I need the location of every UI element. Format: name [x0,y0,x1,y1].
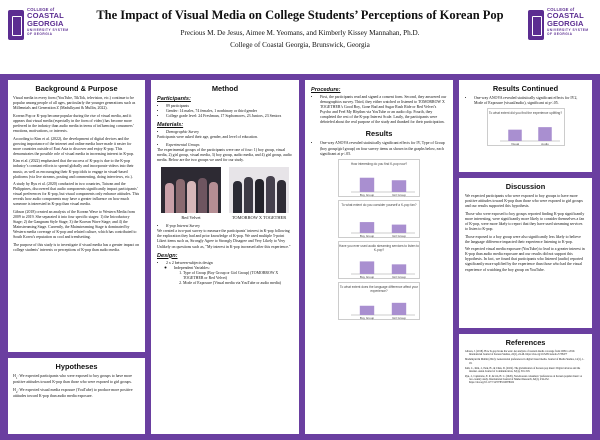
materials-heading: Materials: [157,122,184,129]
background-paragraph: The purpose of this study is to investigate if visual media has a greater impact on college students’ interests or perceptions of K-pop than audio media. [13,243,140,253]
poster-header [0,0,600,74]
procedure-results-panel [305,80,453,434]
background-paragraph: A study by Ryu et al. (2020) conducted in two countries, Taiwan and the Philippines, discovered that audio components significantly impact participants’ visual preferences for K-pop, but visual components only enhance attitudes. This reveals how audio components may have a greater influence on how much someone is interested in K-pop than visual media. [13,182,140,207]
discussion-paragraph: We expected visual media exposure (YouTube) to lead to a greater interest in K-pop than audio media exposure and our results did not support this hypothesis. In fact, we found that participants who listened (audio) reported significantly more uplifted by the experience than those who had the visual experience of watching the boy group on YouTube. [465,247,585,272]
results-continued-text: • One-way ANOVA revealed statistically significant effects for IV2, Mode of Exposure (visual/audio), significant at p<.05. [474,96,586,106]
college-seal-icon [528,10,544,40]
tick-label: Girl Group [392,274,406,279]
hypothesis-1: $H_1$: We expected participants who were exposed to boy groups to have more positive attitudes toward K-pop than those who were exposed to girl groups. [13,374,133,384]
tick-label: Boy Group [359,315,375,320]
experimental-groups-heading: • Experimental Groups [166,143,293,148]
iv-item: 2. Mode of Exposure (Visual media via YouTube or audio media) [183,281,293,286]
design-heading: Design: [157,252,178,259]
results-chart-4 [338,282,420,320]
discussion-heading: Discussion [505,182,546,191]
reference-item: Gibson, J. (2018). How K-pop broke the west: An analysis of western media coverage from 2009 to 2019. International Journal of Korean Studies, 22(2), 24-46. https://doi.org/10.5281/zenodo.5738477 [465,350,575,357]
demographic-survey-heading: • Demographic Survey [166,130,293,135]
chart-title: To what extent do you consider yourself a K-pop fan? [341,202,417,207]
chart-title: How interesting do you find K-pop now? [350,161,408,166]
bar-girl-group [392,303,406,315]
bar-boy-group [360,305,374,314]
reference-item: Kim, C., Kim, J., Park, H., & Chun, D. (2022). The globalization of Korean pop music: Digital devices and the internet. Asian Journal of Communication, 32(4), 301-318. [465,366,581,373]
results-text: • One-way ANOVA revealed statistically significant effects for IV, Type of Group (boy group/girl group) on four survey items as shown in the graphs below, each significant at p<.05. [320,141,447,156]
tick-label: Visual [510,142,519,147]
poster-title: The Impact of Visual Media on College Students’ Perceptions of Korean Pop [96,8,504,22]
discussion-panel [459,178,592,328]
background-paragraph: Korean Pop or K-pop became popular during the rise of visual media, and it appears that visual media (especially in the form of video) has become more preferred in the industry than audio media in terms of influencing consumers’ emotions, motivations, or interests. [13,113,134,133]
procedure-text: • First, the participants read and signed a consent form. Second, they answered our demographics survey. Third, they either watched or listened to TOMORROW X TOGETHER’s Good Boy, Gone Bad and Sugar Rush Ride or Red Velvet’s Psycho and Feel My Rhythm via YouTube or an audio clip. Fourth, they completed the rest of the K-pop Interest Scale. Lastly, the participants were debriefed about the real purpose of the study and thanked for their participation. [320,95,447,125]
logo-line-2: COASTAL GEORGIA [27,11,64,29]
bar-audio [538,127,552,141]
iv-label: ◦ Independent Variables: [174,266,293,271]
college-seal-icon [8,10,24,40]
hypotheses-heading: Hypotheses [55,362,98,371]
chart-1-svg [339,160,421,198]
iv-item: 1. Type of Group (Boy Group or Girl Group) (TOMORROW X TOGETHER or Red Velvet) [183,271,293,281]
tick-label: Boy Group [359,274,375,279]
chart-4-svg [339,283,421,321]
tick-label: Boy Group [359,192,375,197]
references-panel [459,334,592,434]
tick-label: Girl Group [392,233,406,238]
references-heading: References [505,338,546,347]
background-paragraph: According to Kim et al. (2022), the development of digital devices and the growing importance of the internet and online media have made it easier for more countries outside of East Asia to discover and enjoy K-pop. This demonstrates the possible role of visual media in increasing interest in K-pop. [13,136,135,156]
bar-girl-group [392,180,406,192]
list-item: • Gender: 14 males, 74 females, 1 nonbinary or third gender [166,109,293,114]
participants-heading: Participants: [157,96,191,102]
hypotheses-panel [8,358,145,434]
bar-girl-group [392,224,406,232]
background-panel [8,80,145,352]
bar-boy-group [360,177,374,191]
tick-label: Girl Group [392,192,406,197]
design-intro: • 2 x 2 between-subjects design [166,261,293,266]
discussion-paragraph: Those who were exposed to boy groups reported finding K-pop significantly more interesting, were significantly more likely to consider themselves a fan of K-pop, were more likely to report that they have used streaming services to listen to K-pop. [465,211,585,231]
method-panel [151,80,299,434]
reference-item: Ryu, J., Capistrano, E. P., & Lin, H. C. (2020). Non-Korean consumers’ preferences on Korean popular music: A two-country study. International Journal of Market Research, 62(2), 234-252. https://doi.org/10.1177/1470785319878022 [465,374,582,385]
method-heading: Method [211,84,239,93]
group-photos [157,167,293,213]
procedure-heading: Procedure: [311,87,341,93]
results-heading: Results [365,129,393,139]
background-paragraph: Visual media in every form (YouTube, TikTok, television, etc.) continue to be popular among people of all ages, particularly the younger generations such as Millennials and Generation Z (Madulkyani & Mullin, 2022). [13,96,136,111]
college-logo-right [528,8,590,42]
chart-5-svg [488,109,566,147]
college-logo-left [8,8,70,42]
red-velvet-caption: Red Velvet [181,215,201,221]
logo-line-1: COLLEGE of [27,7,55,12]
demographic-survey-text: Participants were asked their age, gender, and level of education. [157,135,258,140]
tick-label: Boy Group [359,233,375,238]
results-continued-panel [459,80,592,172]
bar-boy-group [360,222,374,233]
list-item: • 89 participants [166,104,293,109]
hypothesis-2: $H_2$: We expected visual media exposure (YouTube) to produce more positive attitudes toward K-pop than audio media exposure. [13,387,133,398]
txt-group-photo [229,167,289,213]
background-paragraph: Gibson (2018) created an analysis of the Korean Wave to Western Media from 2009 to 2019. She separated it into four specific stages: 1) the Introductory Stage; 2) the Gangnam Style Stage; 3) the Korean Wave Stage; and 4) the Mainstreaming Stage. Currently, the Mainstreaming Stage is dominated by Western media coverage of K-pop and related culture, which has contributed to South Korea’s reputation as cool and trendsetting. [13,210,137,240]
bar-boy-group [360,261,374,274]
bar-visual [508,130,522,141]
txt-caption: TOMORROW X TOGETHER [231,215,287,221]
bar-girl-group [392,264,406,274]
results-continued-heading: Results Continued [492,84,559,93]
poster-affiliation: College of Coastal Georgia, Brunswick, Georgia [230,41,370,49]
red-velvet-photo [161,167,221,213]
discussion-paragraph: Those exposed to a boy group were also significantly less likely to believe the language difference impacted their experience listening to K-pop. [465,234,581,244]
list-item: • College grade level: 24 Freshman, 17 Sophomores, 23 Juniors, 23 Seniors [166,114,293,119]
discussion-paragraph: We expected participants who were exposed to boy groups to have more positive attitudes toward K-pop than those who were exposed to girl groups and our results supported this hypothesis. [465,194,583,209]
chart-title: To what extent does the language difference affect your experience? [339,284,419,293]
results-chart-5 [487,108,565,146]
kpop-survey-text: We created a two-part survey to measure the participants’ interest in K-pop following the exploration they had and prior knowledge of K-pop. We used multiple 5-point Likert items such as, Strongly Agree to Strongly Disagree and Very Likely to Very Unlikely on questions such as, "My interest in K-pop increased after this experience." [157,229,291,249]
logo-line-3: UNIVERSITY SYSTEM OF GEORGIA [547,28,589,36]
tick-label: Audio [540,142,549,147]
background-heading: Background & Purpose [35,84,118,93]
results-chart-2 [338,200,420,238]
background-paragraph: Kim et al. (2022) emphasized that the success of K-pop is due to the K-pop industry’s constant efforts to spread globally and incorporate videos into their music, as well as encouraging their K-pop idols to engage in visual-based platforms (via live streams, posting and commenting, doing interviews, etc.). [13,159,134,179]
tick-label: Girl Group [392,315,406,320]
chart-2-svg [339,201,421,239]
participants-list [157,104,293,119]
chart-title: Have you ever used audio streaming services to listen to K-pop? [339,243,419,252]
experimental-groups-text: The experimental groups of the participants were one of four: 1) boy group, visual media, 2) girl group, visual media, 3) boy group, audio media, and 4) girl group, audio media. Below are the two groups we used for our study. [157,147,292,163]
logo-line-2: COASTAL GEORGIA [547,11,584,29]
kpop-survey-heading: • K-pop Interest Survey [166,224,293,229]
results-chart-1 [338,159,420,197]
chart-3-svg [339,242,421,280]
poster-authors: Precious M. De Jesus, Aimee M. Yeomans, and Kimberly Kissey Mannahan, Ph.D. [180,29,420,37]
logo-line-3: UNIVERSITY SYSTEM OF GEORGIA [27,28,69,36]
reference-item: Madulkyani & Mullin (2022). Generational preferences in digital visual media. Journal of Media Studies, 14(1), 1-18. [465,358,585,365]
results-chart-3 [338,241,420,279]
logo-line-1: COLLEGE of [547,7,575,12]
chart-title: To what extent did you find the experience uplifting? [488,111,563,116]
